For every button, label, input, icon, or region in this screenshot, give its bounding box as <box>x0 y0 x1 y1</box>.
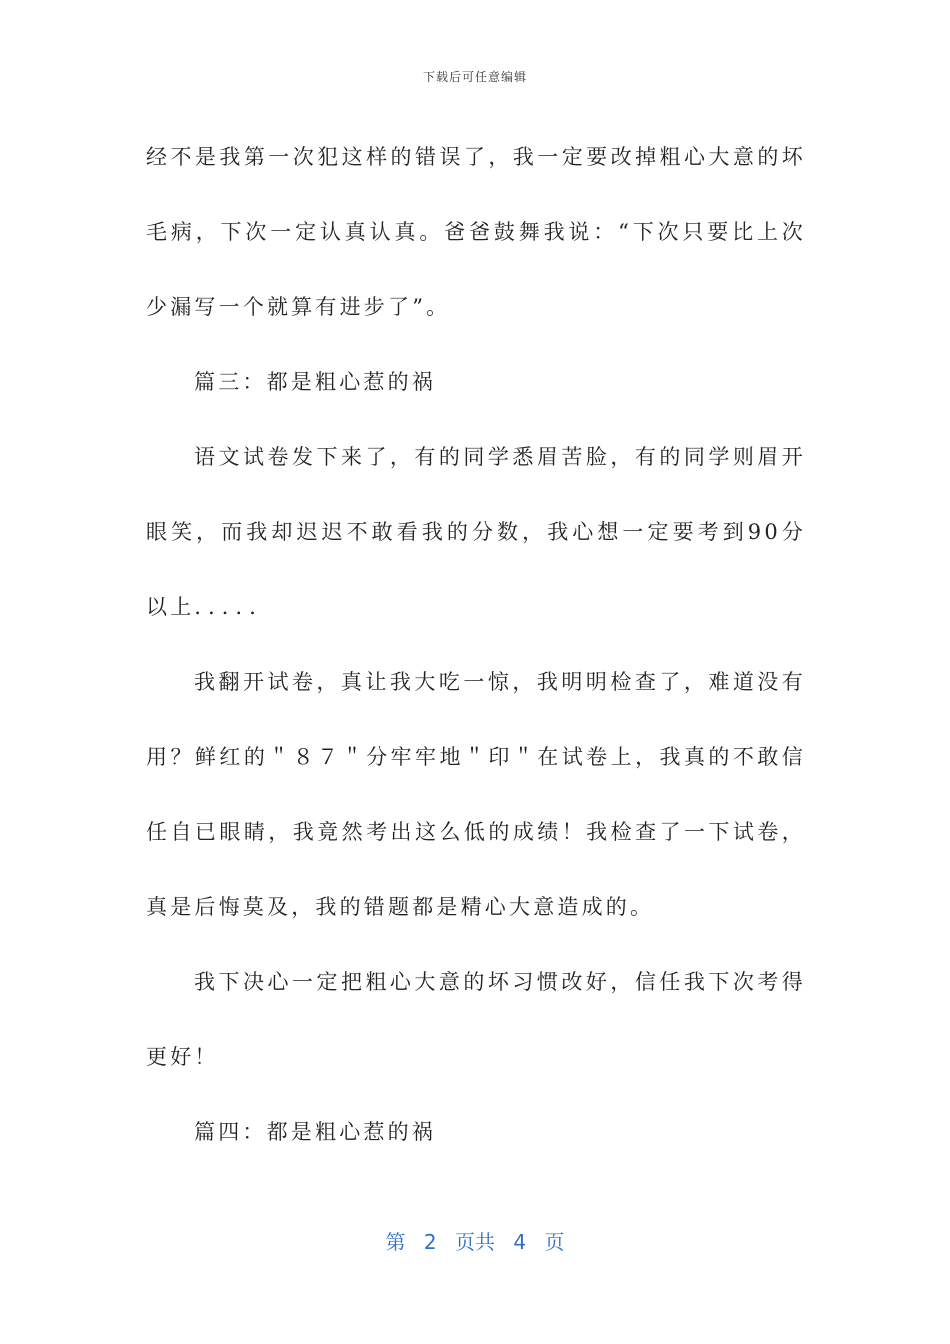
paragraph: 我翻开试卷，真让我大吃一惊，我明明检查了，难道没有用？鲜红的＂８７＂分牢牢地＂印＂在试卷上，我真的不敢信任自已眼睛，我竟然考出这么低的成绩！我检查了一下试卷，真是后悔莫及，我的错题都是精心大意造成的。 <box>146 670 806 919</box>
section-heading-4: 篇四：都是粗心惹的祸 <box>194 1120 436 1144</box>
footer-current-page: 2 <box>423 1230 437 1254</box>
footer-label-of: 页共 <box>455 1230 495 1254</box>
footer-total-pages: 4 <box>513 1230 527 1254</box>
paragraph-continuation: 经不是我第一次犯这样的错误了，我一定要改掉粗心大意的坏毛病，下次一定认真认真。爸爸鼓舞我说：“下次只要比上次少漏写一个就算有进步了”。 <box>146 145 806 319</box>
header-note: 下载后可任意编辑 <box>422 70 527 84</box>
footer-label-page: 第 <box>385 1230 406 1254</box>
page-footer <box>0 1226 950 1255</box>
section-heading-3: 篇三：都是粗心惹的祸 <box>194 370 436 394</box>
paragraph: 语文试卷发下来了，有的同学悉眉苦脸，有的同学则眉开眼笑，而我却迟迟不敢看我的分数，我心想一定要考到90分以上．．．．． <box>146 445 806 619</box>
paragraph: 我下决心一定把粗心大意的坏习惯改好，信任我下次考得更好！ <box>146 970 806 1069</box>
document-body <box>146 120 806 1170</box>
footer-label-end: 页 <box>544 1230 565 1254</box>
